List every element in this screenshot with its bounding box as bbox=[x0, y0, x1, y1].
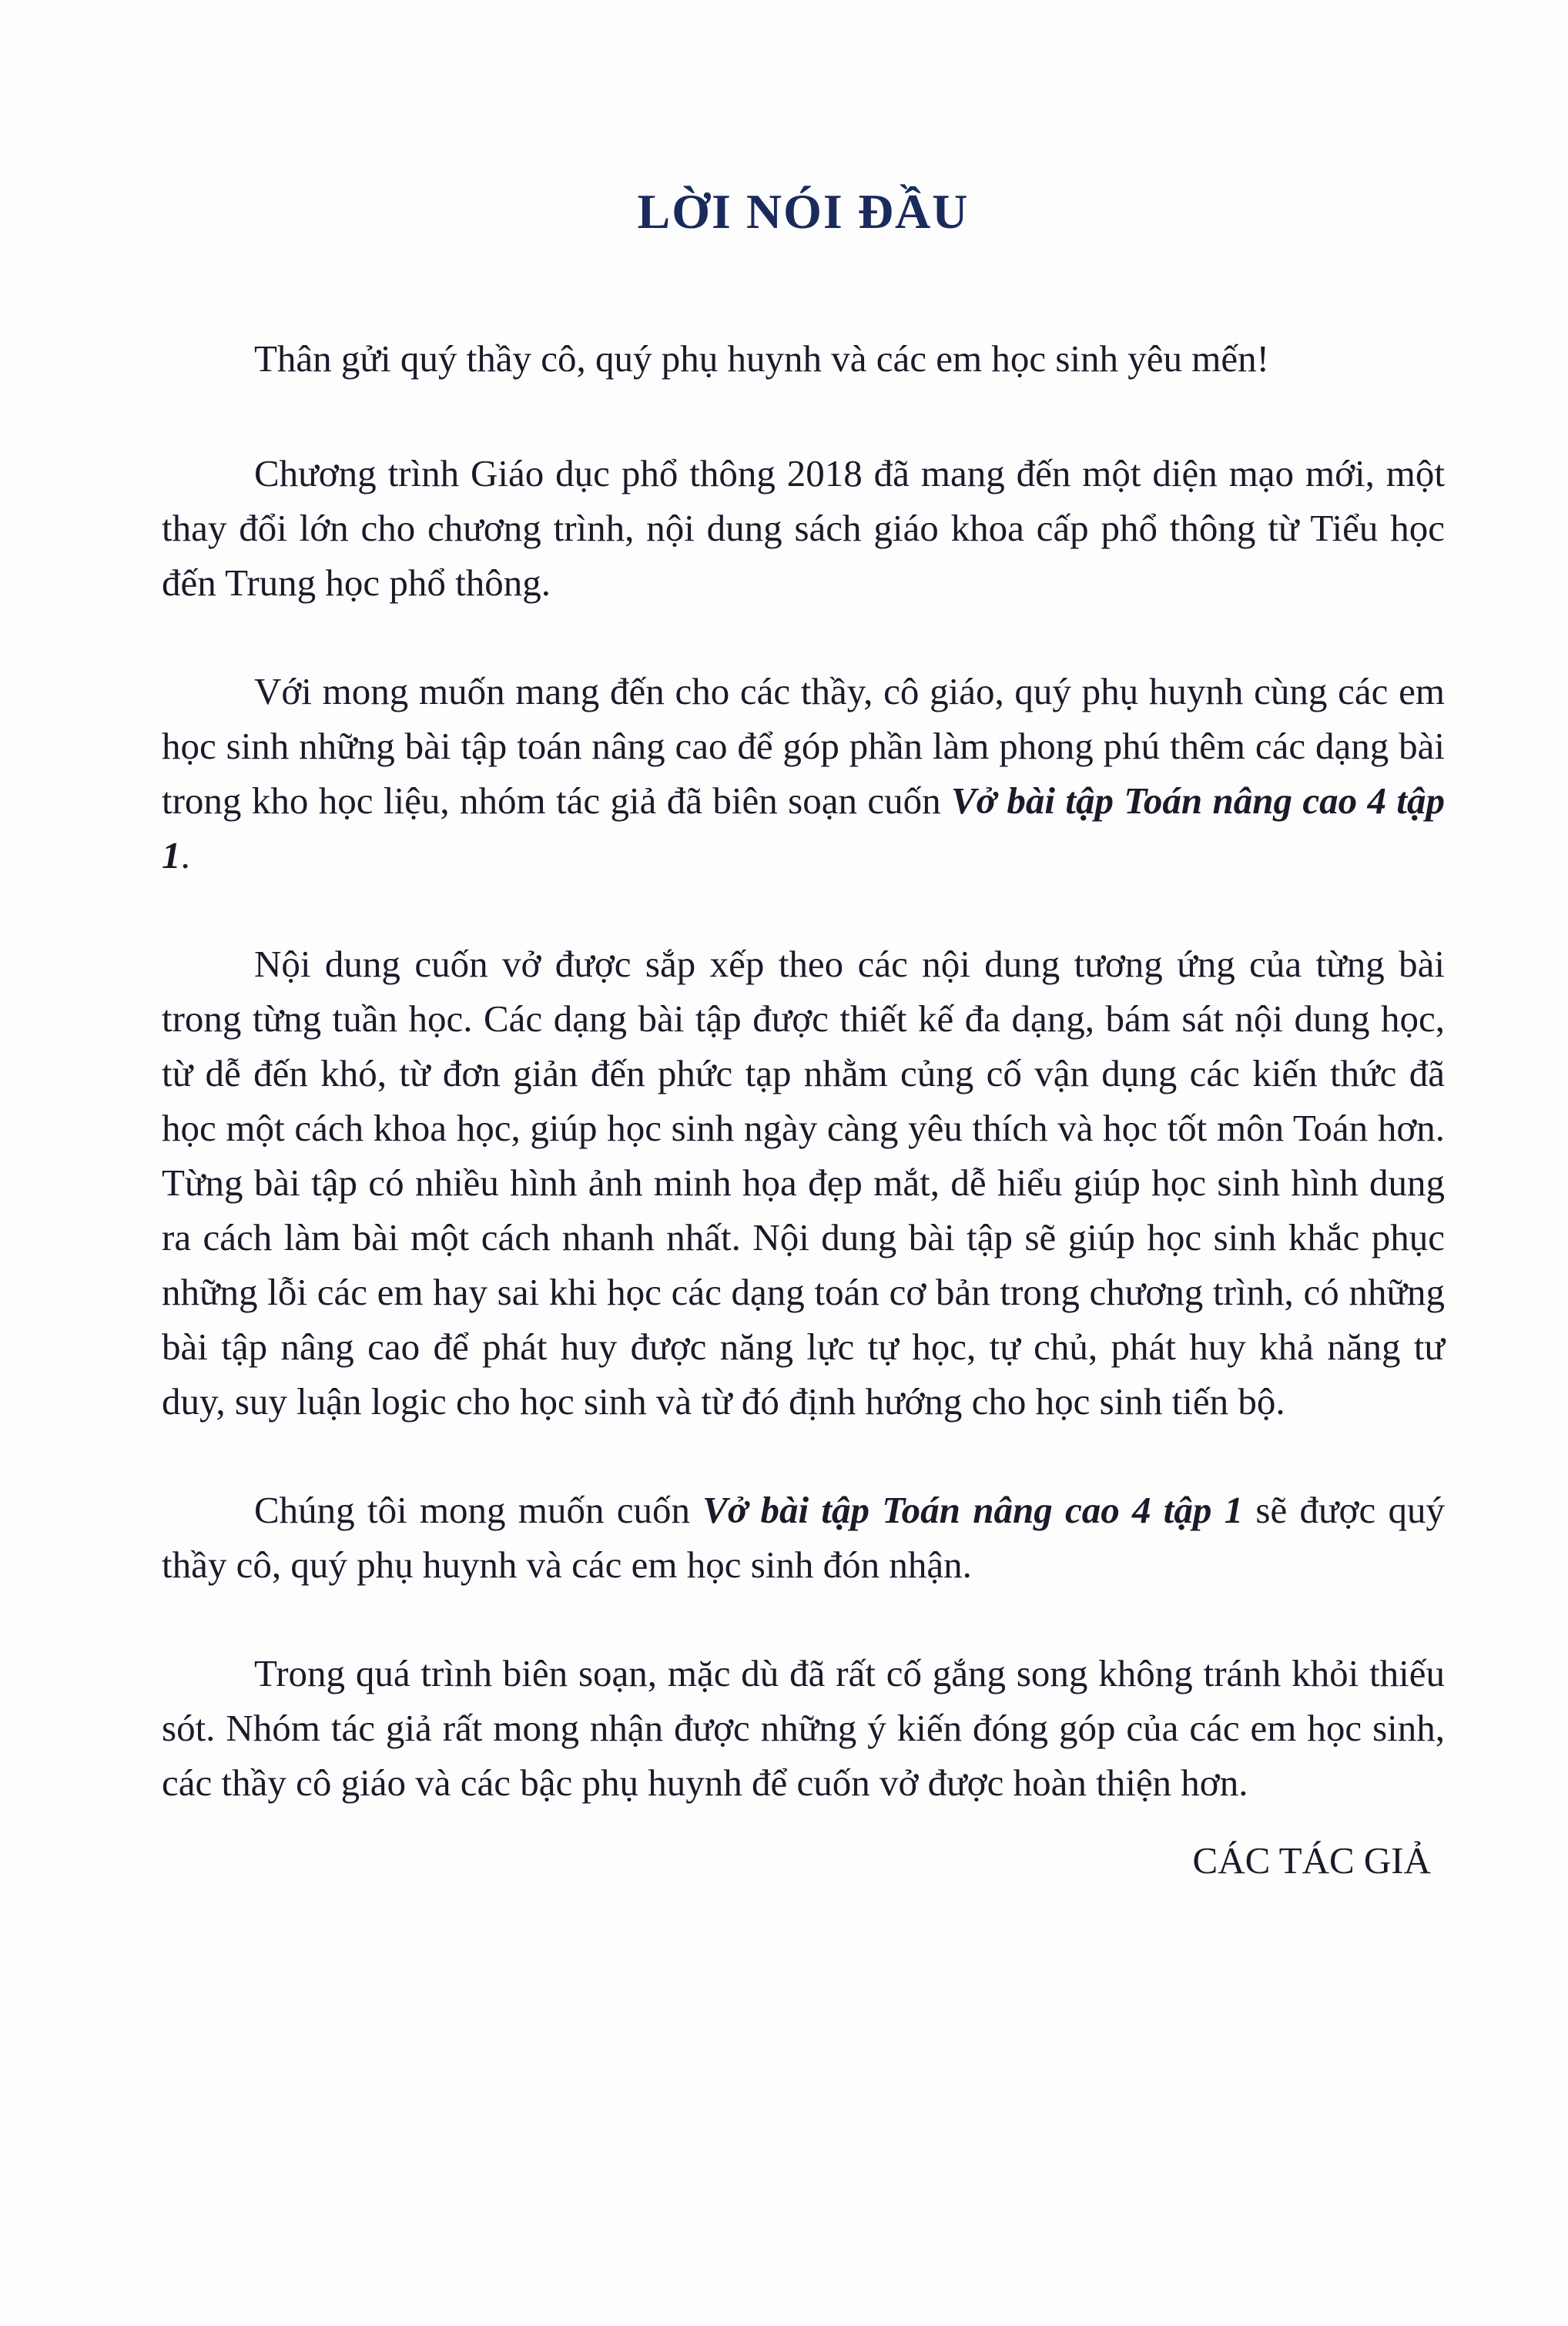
page-title: LỜI NÓI ĐẦU bbox=[637, 184, 970, 239]
book-title: Vở bài tập Toán nâng cao 4 tập 1 bbox=[702, 1489, 1244, 1531]
paragraph-purpose-text: Với mong muốn mang đến cho các thầy, cô giáo, quý phụ huynh cùng các em học sinh những bài tập toán nâng cao để góp phần làm phong phú thêm các dạng bài trong kho học liệu, nhóm tác giả đã biên soạn cuốn bbox=[162, 670, 1445, 822]
preface-page bbox=[162, 177, 1445, 1888]
book-title: Vở bài tập Toán nâng cao 4 tập 1 bbox=[162, 779, 1446, 876]
paragraph-content: Nội dung cuốn vở được sắp xếp theo các nội dung tương ứng của từng bài trong từng tuần học. Các dạng bài tập được thiết kế đa dạng, bám sát nội dung học, từ dễ đến khó, từ đơn giản đến phức tạp nhằm củng cố vận dụng các kiến thức đã học một cách khoa học, giúp học sinh ngày càng yêu thích và học tốt môn Toán hơn. Từng bài tập có nhiều hình ảnh minh họa đẹp mắt, dễ hiểu giúp học sinh hình dung ra cách làm bài một cách nhanh nhất. Nội dung bài tập sẽ giúp học sinh khắc phục những lỗi các em hay sai khi học các dạng toán cơ bản trong chương trình, có những bài tập nâng cao để phát huy được năng lực tự học, tự chủ, phát huy khả năng tư duy, suy luận logic cho học sinh và từ đó định hướng cho học sinh tiến bộ. bbox=[162, 943, 1445, 1423]
paragraph-hope-text: Chúng tôi mong muốn cuốn bbox=[254, 1489, 703, 1531]
paragraph-curriculum: Chương trình Giáo dục phổ thông 2018 đã mang đến một diện mạo mới, một thay đổi lớn cho chương trình, nội dung sách giáo khoa cấp phổ thông từ Tiểu học đến Trung học phổ thông. bbox=[162, 452, 1445, 604]
paragraph-feedback: Trong quá trình biên soạn, mặc dù đã rất cố gắng song không tránh khỏi thiếu sót. Nhóm tác giả rất mong nhận được những ý kiến đóng góp của các em học sinh, các thầy cô giáo và các bậc phụ huynh để cuốn vở được hoàn thiện hơn. bbox=[162, 1652, 1445, 1804]
paragraph-purpose bbox=[162, 664, 1445, 883]
paragraph-purpose-end: . bbox=[180, 834, 190, 876]
signature: CÁC TÁC GIẢ bbox=[1192, 1839, 1431, 1882]
paragraph-hope bbox=[162, 1483, 1445, 1592]
paragraph-hope-end: sẽ được quý thầy cô, quý phụ huynh và các em học sinh đón nhận. bbox=[162, 1489, 1445, 1586]
greeting-paragraph: Thân gửi quý thầy cô, quý phụ huynh và các em học sinh yêu mến! bbox=[254, 337, 1269, 380]
